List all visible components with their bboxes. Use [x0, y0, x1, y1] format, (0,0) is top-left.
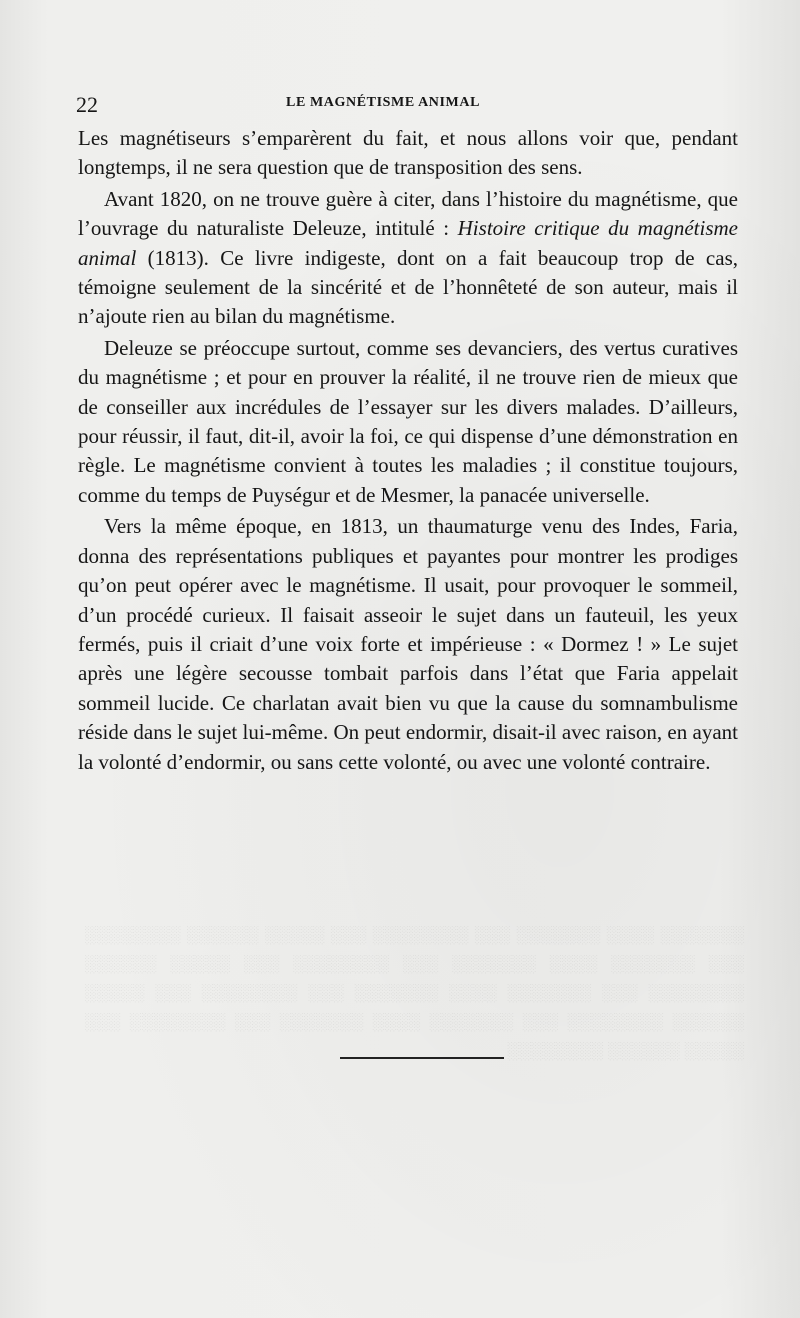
book-title: Histoire critique du magnétisme animal [78, 216, 738, 270]
page-number: 22 [76, 92, 98, 117]
page-header [0, 92, 800, 116]
bleed-through-texture: ░░░░░░░ ░░░░ ░░░░░░░ ░░░ ░░░░░░░░ ░░░ ░░░░░ ░░░░░░ ░░░░░░░░ ░░░ ░░░░░░░ ░░░░ ░░░░░░░ ░░░ ░░░░░░░░ ░░░ ░░░░░ ░░░░░░ ░░░░░░░░ ░░░ ░░░░░░░ ░░░░ ░░░░░░░ ░░░ ░░░░░░░░ ░░░ ░░░░░ ░░░░░░ ░░░░░░░░ ░░░ ░░░░░░░ ░░░░ ░░░░░░░ ░░░ ░░░░░░░░ ░░░ ░░░░░ ░░░░░░ ░░░░░░░░ [85, 925, 745, 1060]
paragraph-3 [78, 334, 738, 510]
paragraph-2 [78, 185, 738, 332]
paragraph-1 [78, 124, 738, 183]
section-divider [340, 1057, 504, 1059]
body-text [78, 124, 738, 777]
paragraph-4-text: Vers la même époque, en 1813, un thaumaturge venu des Indes, Faria, donna des représentations publiques et payantes pour montrer les prodiges qu’on peut opérer avec le magnétisme. Il usait, pour provoquer le sommeil, d’un procédé curieux. Il faisait asseoir le sujet dans un fauteuil, les yeux fermés, puis il criait d’une voix forte et impérieuse : « Dormez ! » Le sujet après une légère secousse tombait parfois dans l’état que Faria appelait sommeil lucide. Ce charlatan avait bien vu que la cause du somnambulisme réside dans le sujet lui-même. On peut endormir, disait-il avec raison, en ayant la volonté d’endormir, ou sans cette volonté, ou avec une volonté contraire. [78, 514, 738, 774]
paragraph-1-text: Les magnétiseurs s’emparèrent du fait, et nous allons voir que, pendant longtemps, il ne sera question que de transposition des sens. [78, 126, 738, 180]
paragraph-4 [78, 512, 738, 777]
paragraph-2-before: Avant 1820, on ne trouve guère à citer, dans l’histoire du magnétisme, que l’ouvrage du naturaliste Deleuze, intitulé : [78, 186, 738, 241]
running-head: LE MAGNÉTISME ANIMAL [286, 95, 481, 110]
paragraph-3-text: Deleuze se préoccupe surtout, comme ses devanciers, des vertus curatives du magnétisme ; et pour en prouver la réalité, il ne trouve rien de mieux que de conseiller aux incrédules de l’essayer sur les divers malades. D’ailleurs, pour réussir, il faut, dit-il, avoir la foi, ce qui dispense d’une démonstration en règle. Le magnétisme convient à toutes les maladies ; il constitue toujours, comme du temps de Puységur et de Mesmer, la panacée universelle. [78, 335, 738, 507]
paragraph-2-after: (1813). Ce livre indigeste, dont on a fait beaucoup trop de cas, témoigne seulement de la sincérité et de l’honnêteté de son auteur, mais il n’ajoute rien au bilan du magnétisme. [78, 245, 738, 329]
